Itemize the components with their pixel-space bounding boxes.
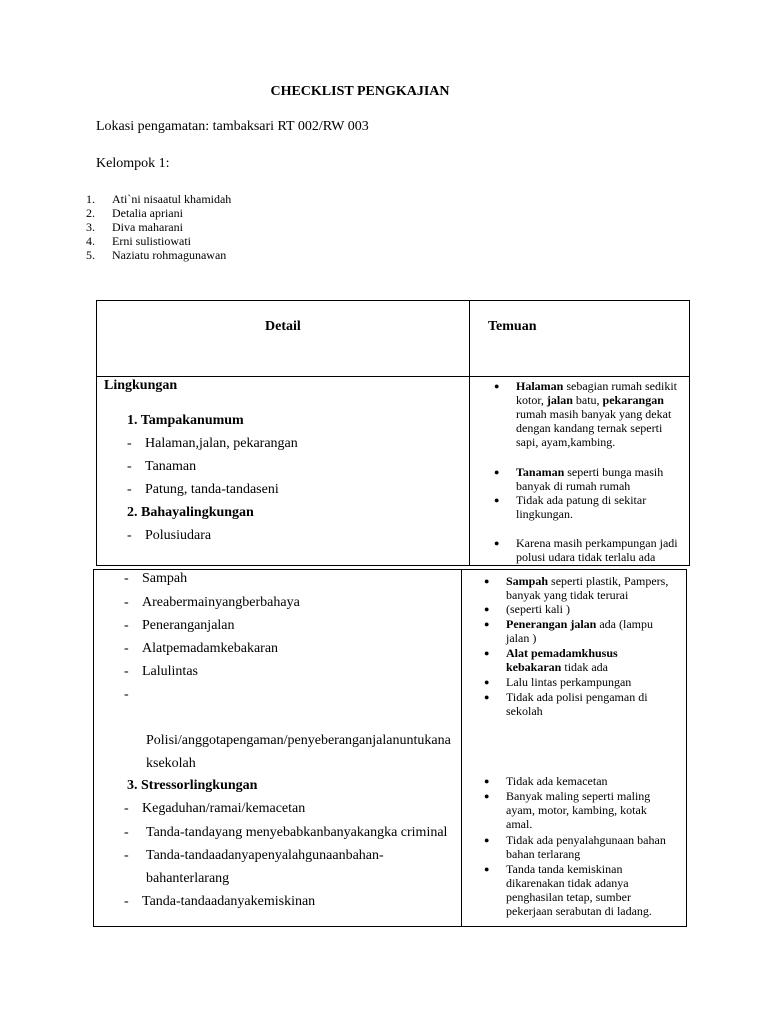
list-number: 5. <box>86 248 95 262</box>
list-item <box>86 206 231 220</box>
bullet-icon: ● <box>484 576 490 586</box>
bullet-icon: ● <box>494 495 500 505</box>
detail-item-text: ksekolah <box>146 756 196 771</box>
list-item <box>86 234 231 248</box>
bullet-icon: ● <box>484 692 490 702</box>
bullet-icon: ● <box>484 604 490 614</box>
member-name: Detalia apriani <box>112 206 183 220</box>
bullet-icon: ● <box>494 538 500 548</box>
kelompok-label: Kelompok 1: <box>96 156 170 171</box>
member-name: Diva maharani <box>112 220 183 234</box>
column-divider <box>461 570 462 926</box>
bullet-icon: ● <box>494 467 500 477</box>
member-name: Erni sulistiowati <box>112 234 191 248</box>
lokasi-line: Lokasi pengamatan: tambaksari RT 002/RW 003 <box>96 119 369 134</box>
bullet-icon: ● <box>484 791 490 801</box>
temuan-column: ● Halaman sebagian rumah sedikit kotor, jalan batu, pekarangan rumah masih banyak yang dekat dengan kandang ternak seperti sapi, ayam,kambing. ● Tanaman seperti bunga masih banyak di rumah rumah ● Tidak ada patung di sekitar lingkungan. ● Karena masih perkampungan jadi polusi udara tidak terlalu ada <box>494 379 678 564</box>
detail-column: - Sampah - Areabermainyangberbahaya - Peneranganjalan - Alatpemadamkebakaran - Lalulintas - Polisi/anggotapengaman/penyeberanganjalanuntukana ksekolah 3. Stressorlingkungan - Kegaduhan/ramai/kemacetan - Tanda-tandayang menyebabkanbanyakangka criminal - Tanda-tandaadanyapenyalahgunaanbahan- bahanterlarang - Tanda-tandaadanyakemiskinan <box>124 571 451 909</box>
list-number: 2. <box>86 206 95 220</box>
column-divider <box>469 301 470 565</box>
member-name: Naziatu rohmagunawan <box>112 248 227 262</box>
list-number: 3. <box>86 220 95 234</box>
bullet-icon: ● <box>494 381 500 391</box>
header-detail: Detail <box>265 319 301 334</box>
section-title: Lingkungan <box>104 378 178 393</box>
list-number: 1. <box>86 192 95 206</box>
detail-item-text: bahanterlarang <box>146 871 230 886</box>
checklist-table-2 <box>93 569 687 927</box>
document-title: CHECKLIST PENGKAJIAN <box>270 84 450 99</box>
header-temuan: Temuan <box>488 319 537 334</box>
list-number: 4. <box>86 234 95 248</box>
detail-column: Lingkungan 1. Tampakanumum - Halaman,jalan, pekarangan - Tanaman - Patung, tanda-tandaseni 2. Bahayalingkungan - Polusiudara <box>104 378 298 543</box>
list-item <box>86 248 231 262</box>
bullet-icon: ● <box>484 776 490 786</box>
bullet-icon: ● <box>484 835 490 845</box>
member-list <box>86 192 231 262</box>
subheading-tampakan: 1. Tampakanumum <box>127 413 244 428</box>
list-item <box>86 192 231 206</box>
bullet-icon: ● <box>484 648 490 658</box>
bullet-icon: ● <box>484 864 490 874</box>
detail-item-text: Polisi/anggotapengaman/penyeberanganjalanuntukana <box>146 733 451 748</box>
bullet-icon: ● <box>484 619 490 629</box>
member-name: Ati`ni nisaatul khamidah <box>112 192 232 206</box>
temuan-column: ● Sampah seperti plastik, Pampers, banyak yang tidak terurai ● (seperti kali ) ● Penerangan jalan ada (lampu jalan ) ● Alat pemadamkhusus kebakaran tidak ada ● Lalu lintas perkampungan ● Tidak ada polisi pengaman di sekolah ● Tidak ada kemacetan ● Banyak maling seperti maling ayam, motor, kambing, kotak amal. ● Tidak ada penyalahgunaan bahan bahan terlarang ● Tanda tanda kemiskinan dikarenakan tidak adanya penghasilan tetap, sumber pekerjaan serabutan di ladang. <box>484 574 669 918</box>
bullet-icon: ● <box>484 677 490 687</box>
subheading-bahaya: 2. Bahayalingkungan <box>127 505 254 520</box>
checklist-table-1 <box>96 300 690 566</box>
list-item <box>86 220 231 234</box>
subheading-stressor: 3. Stressorlingkungan <box>127 778 258 793</box>
